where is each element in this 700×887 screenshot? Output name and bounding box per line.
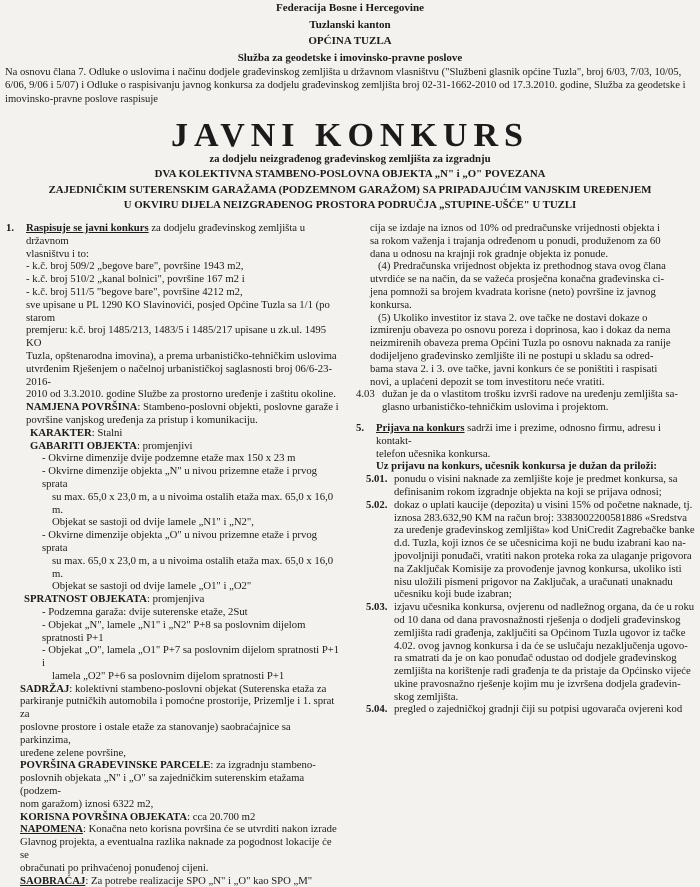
page-title: JAVNI KONKURS [171, 117, 529, 154]
section-5-line-2: telefon učesnika konkursa. [376, 447, 491, 460]
spratnost-label: SPRATNOST OBJEKATA [24, 593, 148, 606]
spratnost-item: - Podzemna garaža: dvije suterenske etaže, 2Sut [42, 605, 248, 618]
item-4-03-text-line: glasno urbanističko-tehničkim uslovima i projektom. [382, 401, 609, 414]
sadrzaj-text-line: poslovne prostore i ostale etaže za stanovanje) saobraćajnice sa parkinzima, [20, 721, 291, 746]
left-column [6, 222, 340, 887]
gabariti-line [6, 440, 340, 453]
subtitle-line-4: U OKVIRU DIJELA NEIZGRAĐENOG PROSTORA PODRUČJA „STUPINE-UŠĆE" U TUZLI [123, 199, 577, 212]
item-5-04 [356, 703, 698, 716]
napomena-text: : Konačna neto korisna površina će se utvrditi nakon izrade [82, 823, 337, 836]
item-number: 5.04. [366, 703, 388, 716]
sadrzaj-text-line: uređene zelene površine, [20, 746, 126, 759]
item-text-line: zemljišta na korištenje radi građenja te da pristaje da Općinsko vijeće [394, 665, 691, 678]
header-service: Služba za geodetske i imovinsko-pravne poslove [237, 51, 463, 64]
section-1-para-line: utvrđenim Rješenjem o načelnoj urbanističkoj saglasnosti broj 06/6-23-2016- [26, 362, 333, 388]
item-text-line: ponudu o visini naknade za zemljište koje je predmet konkursa, sa [394, 473, 678, 486]
karakter-label: KARAKTER [30, 426, 92, 439]
paragraph-5-line: bama stava 2. i 3. ove tačke, javni konkurs će se poništiti i raspisati [370, 362, 658, 375]
header-canton: Tuzlanski kanton [309, 18, 391, 31]
section-1-para-line: premjeru: k.č. broj 1485/213, 1483/5 i 1485/217 upisane u zk.ul. 1495 KO [26, 324, 327, 350]
saobracaj-text: : Za potrebe realizacije SPO „N" i „O" kao SPO „M" [85, 874, 313, 887]
gabarit-item: Objekat se sastoji od dvije lamele „O1" i „O2" [52, 580, 252, 593]
sadrzaj-text-line: parkiranje putničkih automobila i pomoćne prostorije, Prizemlje i 1. sprat za [20, 695, 335, 721]
item-4-03 [356, 388, 698, 401]
item-text-line: od 10 dana od dana pravosnažnosti rješenja o dodjeli građevinskog [394, 613, 681, 626]
parcela-line [6, 759, 340, 772]
item-text-line: za uređenje građevinskog zemljišta» kod UniCredit Zagrebačke banke [394, 524, 695, 537]
parcel-item: - k.č. broj 510/2 „kanal bolnici", površine 167 m2 i [26, 273, 245, 286]
saobracaj-label: SAOBRAĆAJ [20, 874, 86, 887]
paragraph-5-line: novi, a uplaćeni depozit se tom investitoru neće vratiti. [370, 375, 605, 388]
item-text-line: d.d. Tuzla, koji iznos će se učesnicima koji ne budu izabrani kao na- [394, 537, 686, 550]
saobracaj-line [6, 875, 340, 887]
korisna-label: KORISNA POVRŠINA OBJEKATA [20, 810, 188, 823]
paragraph-4-line: (4) Predračunska vrijednost objekta iz prethodnog stava ovog člana [378, 260, 666, 273]
section-1-heading [6, 222, 340, 248]
item-4-03-text: dužan je da o vlastitom trošku izvrši radove na uređenju zemljišta sa- [382, 388, 678, 401]
right-column [356, 222, 698, 716]
continued-line: dana u odnosu na krajnji rok gradnje objekta iz ponude. [370, 247, 609, 260]
section-1-para-line: sve upisane u PL 1290 KO Slavinovići, posjed Općine Tuzla sa 1/1 (po starom [26, 298, 330, 324]
section-5-lead: Prijava na konkurs [376, 421, 465, 434]
document-header [0, 0, 700, 66]
namjena-line-2: površine vanjskog uređenja za pristup i komunikaciju. [26, 413, 258, 426]
gabarit-item: su max. 65,0 x 23,0 m, a u nivoima ostalih etaža max. 65,0 x 16,0 m. [52, 554, 334, 580]
gabarit-item: - Okvirne dimenzije dvije podzemne etaže max 150 x 23 m [42, 452, 296, 465]
parcela-text-line: poslovnih objekata „N" i „O" sa zajedničkim suterenskim etažama (podzem- [20, 772, 305, 798]
section-5-rest: sadrži ime i prezime, odnosno firmu, adresu i kontakt- [376, 421, 661, 447]
gabarit-item: Objekat se sastoji od dvije lamele „N1" i „N2", [52, 516, 254, 529]
napomena-text-line: obračunati po prihvaćenoj ponuđenoj cijeni. [20, 861, 209, 874]
item-text-line: definisanim rokom izgradnje objekta na koji se prijava odnosi; [394, 485, 662, 498]
paragraph-5-line: (5) Ukoliko investitor iz stava 2. ove tačke ne dostavi dokaze o [378, 311, 648, 324]
gabarit-item: su max. 65,0 x 23,0 m, a u nivoima ostalih etaža max. 65,0 x 16,0 m. [52, 490, 334, 516]
sadrzaj-line [6, 683, 340, 696]
namjena-label: NAMJENA POVRŠINA [26, 401, 138, 414]
parcela-text: : za izgradnju stambeno- [210, 759, 316, 772]
section-1-lead: Raspisuje se javni konkurs [26, 222, 149, 234]
korisna-line [6, 811, 340, 824]
gabariti-value: : promjenjivi [137, 439, 193, 452]
parcel-item: - k.č. broj 509/2 „begove bare", površine 1943 m2, [26, 260, 244, 273]
item-text-line: na Zaključak Komisije za provođenje javnog konkursa, ukoliko isti [394, 562, 682, 575]
subtitle-line-2: DVA KOLEKTIVNA STAMBENO-POSLOVNA OBJEKTA „N" i „O" POVEZANA [154, 168, 546, 181]
item-text-line: zemljišta radi građenja, zaključiti sa Općinom Tuzla ugovor iz tačke [394, 626, 686, 639]
gabariti-label: GABARITI OBJEKTA [30, 439, 137, 452]
header-federation: Federacija Bosne i Hercegovine [276, 2, 424, 14]
item-text-line: ra smatrati da je on kao ponuđač odustao od dodjele građevinskog [394, 652, 677, 665]
subtitle [40, 152, 660, 214]
header-municipality: OPĆINA TUZLA [308, 35, 392, 47]
section-1-para-line: Tuzla, opštenarodna imovina), a prema urbanističko-tehničkim uslovima [26, 349, 337, 362]
continued-line: cija se izdaje na iznos od 10% od predračunske vrijednosti objekta i [370, 222, 660, 234]
item-number: 5.02. [366, 498, 388, 511]
paragraph-4-line: utvrdiće se na način, da se važeća prosječna konačna građevinska ci- [370, 273, 665, 286]
item-text-line: dokaz o uplati kaucije (depozita) u visini 15% od početne naknade, tj. [394, 498, 693, 511]
parcel-item: - k.č. broj 511/5 "begove bare", površine 4212 m2, [26, 285, 243, 298]
napomena-text-line: Glavnog projekta, a eventualna razlika naknade za pogodnost lokacije će se [20, 836, 332, 862]
item-text-line: ukine pravosnažno rješenje kojim mu je izvršena dodjela građevin- [394, 677, 681, 690]
section-1-line-2: vlasništvu i to: [26, 247, 89, 260]
paragraph-5-line: neizmirenih obaveza prema Općini Tuzla po osnovu naknada za ranije [370, 337, 671, 350]
paragraph-5-line: dodijeljeno građevinsko zemljište ili ne postupi u skladu sa odred- [370, 349, 654, 362]
item-text-line: pregled o zajedničkoj gradnji čiji su potpisi ugovarača ovjereni kod [394, 703, 683, 716]
paragraph-4-line: konkursa. [370, 298, 412, 311]
section-1-number: 1. [6, 222, 15, 234]
sadrzaj-text: : kolektivni stambeno-poslovni objekat (Suterenska etaža za [69, 682, 327, 695]
parcela-text-line: nom garažom) iznosi 6322 m2, [20, 797, 154, 810]
item-text-line: učesniku koji bude izabran; [394, 588, 512, 601]
sadrzaj-label: SADRŽAJ [20, 682, 70, 695]
item-5-01 [356, 473, 698, 486]
subtitle-line-1: za dodjelu neizgrađenog građevinskog zemljišta za izgradnju [209, 153, 491, 165]
section-5-number: 5. [356, 421, 365, 434]
gabarit-item: - Okvirne dimenzije objekta „N" u nivou prizemne etaže i prvog sprata [42, 465, 318, 490]
section-5-subheading: Uz prijavu na konkurs, učesnik konkursa je dužan da priloži: [376, 460, 657, 473]
parcela-label: POVRŠINA GRAĐEVINSKE PARCELE [20, 759, 211, 772]
napomena-line [6, 823, 340, 836]
gabarit-item: - Okvirne dimenzije objekta „O" u nivou prizemne etaže i prvog sprata [42, 529, 318, 554]
subtitle-line-3: ZAJEDNIČKIM SUTERENSKIM GARAŽAMA (PODZEMNOM GARAŽOM) SA PRIPADAJUĆIM VANJSKIM UREĐENJEM [48, 183, 652, 196]
spratnost-item: - Objekat „O", lamela „O1" P+7 sa poslovnim dijelom spratnosti P+1 i [42, 644, 340, 670]
item-text-line: jpovoljniji ponuđači, vratiti nakon proteka roka za ulaganje prigovora [394, 549, 692, 562]
section-5-heading [356, 422, 698, 448]
spratnost-value: : promjenjiva [147, 593, 205, 606]
napomena-label: NAPOMENA [20, 823, 83, 836]
paragraph-4-line: jena pomnoži sa brojem kvadrata korisne (neto) površine iz javnog [370, 285, 656, 298]
item-text-line: izjavu učesnika konkursa, ovjerenu od nadležnog organa, da će u roku [394, 601, 695, 614]
spratnost-line [6, 593, 340, 606]
korisna-value: : cca 20.700 m2 [187, 810, 256, 823]
item-text-line: iznosa 283.632,90 KM na račun broj: 3383002200581886 «Sredstva [394, 511, 687, 524]
karakter-value: : Stalni [91, 426, 123, 439]
item-text-line: 4.02. ovog javnog konkursa i da će se uslučaju nezaključenja ugovo- [394, 639, 688, 652]
item-text-line: skog zemljišta. [394, 690, 459, 703]
item-text-line: nisu uložili pismeni prigovor na Zaključak, a uračunati unaknadu [394, 575, 673, 588]
continued-line: sa rokom važenja i trajanja određenom u ponudi, produženom za 60 [370, 234, 661, 247]
spratnost-item: - Objekat „N", lamele „N1" i „N2" P+8 sa poslovnim dijelom spratnosti P+1 [42, 618, 306, 644]
namjena-text: : Stambeno-poslovni objekti, poslovne garaže i [137, 401, 339, 414]
namjena-line [6, 401, 340, 414]
item-5-02 [356, 499, 698, 512]
section-1-para-line: 2010 od 3.3.2010. godine Službe za prostorno uređenje i zaštitu okoline. [26, 388, 336, 401]
spratnost-item: lamela „O2" P+6 sa poslovnim dijelom spratnosti P+1 [52, 669, 285, 682]
section-1-lead-rest: za dodjelu građevinskog zemljišta u državnom [26, 222, 306, 247]
paragraph-5-line: izmirenju obaveza po osnovu poreza i doprinosa, kao i dokaz da nema [370, 324, 671, 337]
item-5-03 [356, 601, 698, 614]
item-4-03-number: 4.03 [356, 388, 375, 401]
item-number: 5.01. [366, 473, 388, 486]
intro-paragraph: Na osnovu člana 7. Odluke o uslovima i načinu dodjele građevinskog zemljišta u državnom vlasništvu ("Službeni glasnik općine Tuzla", broj 6/03, 7/03, 10/05, 6/06, 9/06 i 5/07) i Odluke o raspisivanju javnog konkursa za dodjelu građevinskog zemljišta broj 02-31-1662-2010 od 17.3.2010. godine, Služba za geodetske i imovinsko-pravne poslove raspisuje [5, 67, 686, 105]
item-number: 5.03. [366, 601, 388, 614]
karakter-line [6, 427, 340, 440]
